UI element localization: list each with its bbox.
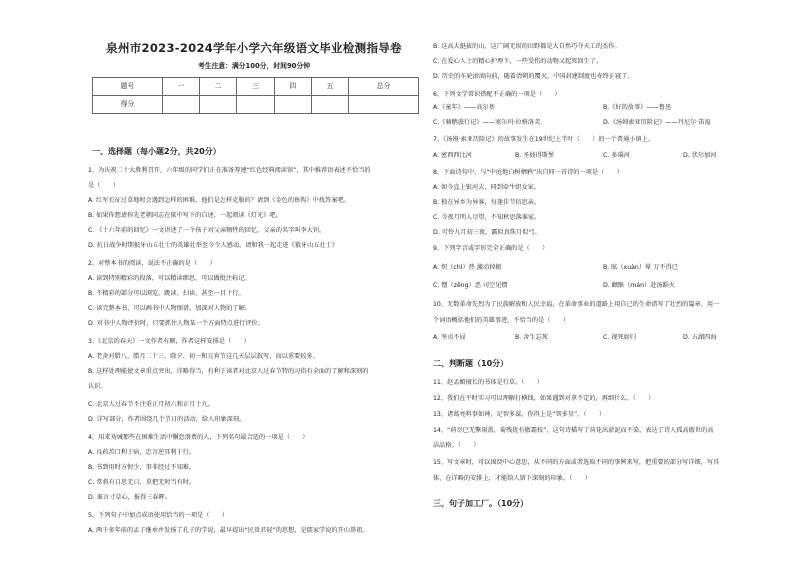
option-line: C. 常将有日思无日，莫把无时当有时。: [88, 479, 196, 486]
option-q7-c: C. 多瑙河: [603, 152, 630, 159]
exam-note: 考生注意：满分100分，时间90分钟: [197, 62, 310, 70]
question-line: 15、写文章时，可以围绕中心意思，从不同的方面或者选取不同的事例来写，把重要的部分写详细，写具: [433, 459, 720, 466]
option-q9-d: D. 颧骸（mán）赴汤蹈火: [603, 282, 675, 289]
score-header-cell: 三: [237, 78, 274, 96]
option-q7-d: D. 伏尔加河: [683, 152, 717, 159]
option-q7-a: A. 密西西比河: [433, 152, 472, 159]
question-line: 洁品格。（ ）: [433, 442, 480, 449]
question-line: 6、下列文学常识搭配不正确的一项是（ ）: [433, 91, 561, 98]
option-line: D. 详写部分，作者围绕几个节日的活动，给人印象深刻。: [88, 416, 246, 423]
question-line: 1、为庆祝二十大胜利召开，六年级的同学们正在准备筹建“红色经典阅读馆”，其中推荐语表述不恰当的: [88, 167, 371, 174]
question-line: 11、赵孟頫擅长的书体是行草。（ ）: [433, 379, 543, 386]
score-cell[interactable]: [274, 96, 311, 114]
question-line: 4、用来劝诫那些在困难生活中懈怠浪费的人，下列名句最合适的一项是（ ）: [88, 434, 309, 441]
question-line: 9、下列字音或字形完全正确的是（ ）: [433, 245, 549, 252]
option-line: D. 历史的车轮滚滚向前，随着清朝的覆灭，中国封建制度也寿终正寝了。: [433, 73, 634, 80]
score-cell[interactable]: [162, 96, 199, 114]
option-line: B. 不精彩的部分可以浏览，跳读、扫读，甚至一目十行。: [88, 290, 245, 297]
option-line: A. 良药苦口利于病，忠言逆耳利于行。: [88, 449, 196, 456]
question-line: 5、下列句子中加点成语使用恰当的一项是（ ）: [88, 512, 229, 519]
option-line: 认识。: [88, 383, 107, 390]
option-line: A. 红军长征过草地时会遇到怎样的困难，他们是怎样克服的？请到《金色的鱼钩》中找答案吧。: [88, 197, 350, 204]
score-cell[interactable]: [237, 96, 274, 114]
question-line: 7、《汤姆·索亚历险记》的故事发生在19世纪上半叶（ ）的一个普通小镇上。: [433, 136, 655, 143]
score-cell[interactable]: [349, 96, 419, 114]
option-line: D. 抗日战争时期狼牙山五壮士的英雄壮举至今令人感动，请和我一起走进《狼牙山五壮士》: [88, 242, 339, 249]
score-cell[interactable]: [311, 96, 348, 114]
question-line: 13、诸葛亮料事如神，足智多谋，你得上是“智多星”。（ ）: [433, 411, 606, 418]
option-q10-c: C. 视死如归: [603, 334, 637, 341]
option-line: C. 北京人过春节不注重正月初六和正月十九。: [88, 401, 214, 408]
score-header-cell: 四: [274, 78, 311, 96]
option-line: D. 对书中人物评价时，只要抓住人物某一个方面特点进行评价。: [88, 320, 264, 327]
option-q10-a: A. 坚贞不屈: [433, 334, 466, 341]
question-line: 3、《北京的春天》一文作者有顺，作者这样安排是（ ）: [88, 338, 250, 345]
option-line: A. 如今直上银河去，同到牵牛织女家。: [433, 184, 541, 191]
question-line: 8、下面诗句中，与“中庭地白树栖鸦”出自同一首诗的一项是（ ）: [433, 169, 623, 176]
option-line: B. 如果你想请你先老朝同志在狱中写下的自述，一起阅读《灯光》吧。: [88, 212, 282, 219]
option-q6-b: B.《好的故事》——鲁迅: [603, 104, 672, 111]
question-line: 体，在详略的安排上，才能给人留下深刻的印象。（ ）: [433, 475, 591, 482]
section-heading: 二、判断题（10分）: [433, 359, 509, 368]
score-header-cell: 一: [162, 78, 199, 96]
option-q6-a: A.《童年》——高尔基: [433, 104, 495, 111]
score-cell[interactable]: [200, 96, 237, 114]
option-line: A. 老舍对腊八、腊月二十三、除夕、初一和元宵节这几天层层叙写，而以重要较多。: [88, 353, 319, 360]
score-row: [93, 96, 419, 114]
score-row-label: 得分: [93, 96, 163, 114]
option-q9-c: C. 憎（zēng）恶 司空见惯: [433, 282, 508, 289]
score-header-cell: 二: [200, 78, 237, 96]
section-heading: 一、选择题（每小题2分，共20分）: [92, 147, 221, 156]
option-line: B. 书到用时方恨少，事非经过不知难。: [88, 464, 196, 471]
option-q9-a: A. 炽（chì）热 激动掉振: [433, 264, 502, 271]
option-line: C. 在爱心人士的精心护理下，一些受伤的动物又起死回生了。: [433, 58, 603, 65]
question-line: 是（ ）: [88, 182, 119, 189]
page-title: 泉州市2023-2024学年小学六年级语文毕业检测指导卷: [106, 41, 402, 55]
question-line: 2、对整本书的阅读，说法不正确的是（ ）: [88, 260, 216, 267]
option-line: B. 独在异乡为异客，每逢佳节倍思亲。: [433, 199, 541, 206]
question-line: 个词语概括他们的英雄事迹，不恰当的是（ ）: [433, 317, 570, 324]
option-line: B. 这高大挺拔的山，这广阔无垠的田野都是大自然巧夺天工的杰作。: [433, 43, 621, 50]
question-line: 14、“荷尽已无擎雨盖，菊残犹有傲霜枝”，这句诗描写了荷花出淤泥而不染，表达了诗人孤高傲世的高: [433, 427, 714, 434]
option-q9-b: B. 眩（xuàn）晕 万不得已: [603, 264, 678, 271]
question-line: 12、我们在平时实习可以理解打横线，如果遇到对拿不定的，再细什么。（ ）: [433, 395, 655, 402]
option-line: A. 读到特别精彩的段落，可以精读细思，可以做批注标记。: [88, 275, 251, 282]
option-line: C. 读完整本书，可以画书中人物图谱，加深对人物的了解。: [88, 305, 251, 312]
option-q10-b: B. 舍生忘死: [515, 334, 548, 341]
option-line: A. 两千多年前的孟子继承并发扬了孔子的学说，最早提出“民贵君轻”的思想，是儒家学说的开山鼻祖。: [88, 527, 369, 534]
question-line: 10、无数革命先烈为了民族解放和人民幸福，在革命事业的道路上用自己的生命谱写了壮烈的篇章。用一: [433, 301, 720, 308]
option-q6-c: C.《骑鹅旅行记》——塞尔玛·拉格洛芙: [433, 119, 541, 126]
option-line: D. 谁言寸草心，报得三春晖。: [88, 494, 171, 501]
option-q10-d: D. 五湖四海: [683, 334, 717, 341]
option-line: C. 《十六年前的回忆》一文讲述了一个孩子对父亲牺牲的回忆，父亲的名字叫李大钊。: [88, 227, 326, 234]
score-header-row: [93, 78, 419, 96]
section-heading: 三、句子加工厂。（10分）: [433, 499, 529, 508]
score-header-cell: 五: [311, 78, 348, 96]
option-line: D. 可怜九月初三夜，露似真珠月似弓。: [433, 229, 541, 236]
option-line: C. 今夜月明人尽望，不知秋思落谁家。: [433, 214, 541, 221]
option-q7-b: B. 圣彼得斯堡: [515, 152, 555, 159]
score-header-cell: 题号: [93, 78, 163, 96]
score-header-cell: 总分: [349, 78, 419, 96]
score-table: [92, 77, 419, 114]
option-q6-d: D.《汤姆索亚历险记》——丹尼尔·笛福: [603, 119, 711, 126]
option-line: B. 这样处理能使文章重点突出，详略得当，有利于读者对北京人过春节特的习俗有全面的了解和深刻的: [88, 368, 369, 375]
